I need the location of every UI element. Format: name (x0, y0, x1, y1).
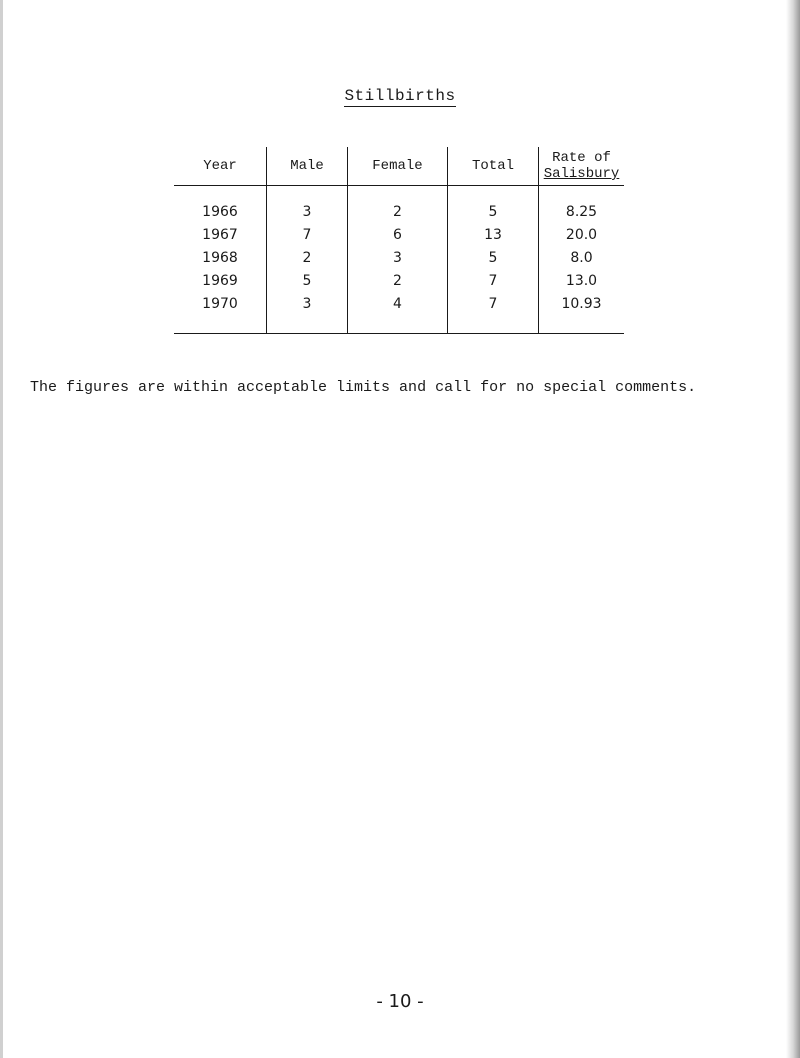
cell-rate: 13.0 (539, 269, 625, 292)
cell-male: 2 (267, 246, 348, 269)
cell-year: 1966 (202, 203, 238, 220)
header-rate-line2: Salisbury (543, 166, 620, 182)
page-number: - 10 - (376, 991, 424, 1012)
cell-male: 7 (267, 223, 348, 246)
header-male: Male (267, 147, 348, 186)
table-row (174, 223, 624, 246)
page-left-edge (0, 0, 3, 1058)
cell-female: 2 (348, 269, 448, 292)
table-header-row (174, 147, 624, 186)
page-title-text: Stillbirths (344, 87, 456, 105)
cell-male: 3 (267, 200, 348, 223)
header-total: Total (448, 147, 539, 186)
page-right-edge (786, 0, 800, 1058)
cell-rate: 8.0 (539, 246, 625, 269)
cell-total: 7 (448, 292, 539, 315)
cell-total: 5 (448, 200, 539, 223)
cell-female: 4 (348, 292, 448, 315)
cell-female: 6 (348, 223, 448, 246)
page-title (0, 87, 800, 107)
cell-total: 13 (448, 223, 539, 246)
table-bottom-row (174, 315, 624, 334)
header-rate-line1: Rate of (552, 150, 611, 166)
cell-male: 3 (267, 292, 348, 315)
cell-rate: 10.93 (539, 292, 625, 315)
cell-rate: 8.25 (539, 200, 625, 223)
cell-male: 5 (267, 269, 348, 292)
table-row (174, 269, 624, 292)
header-rate (539, 147, 625, 186)
table-row (174, 200, 624, 223)
stillbirths-table (174, 147, 624, 334)
cell-total: 5 (448, 246, 539, 269)
cell-female: 3 (348, 246, 448, 269)
header-rate-lines (543, 150, 620, 182)
cell-year: 1968 (202, 249, 238, 266)
cell-female: 2 (348, 200, 448, 223)
comment-paragraph: The figures are within acceptable limits and call for no special comments. (30, 379, 697, 396)
cell-year: 1970 (202, 295, 238, 312)
table-spacer-row (174, 186, 624, 201)
cell-year: 1967 (202, 226, 238, 243)
cell-total: 7 (448, 269, 539, 292)
table-row (174, 292, 624, 315)
header-year: Year (174, 147, 267, 186)
cell-rate: 20.0 (539, 223, 625, 246)
cell-year: 1969 (202, 272, 238, 289)
table-row (174, 246, 624, 269)
header-female: Female (348, 147, 448, 186)
